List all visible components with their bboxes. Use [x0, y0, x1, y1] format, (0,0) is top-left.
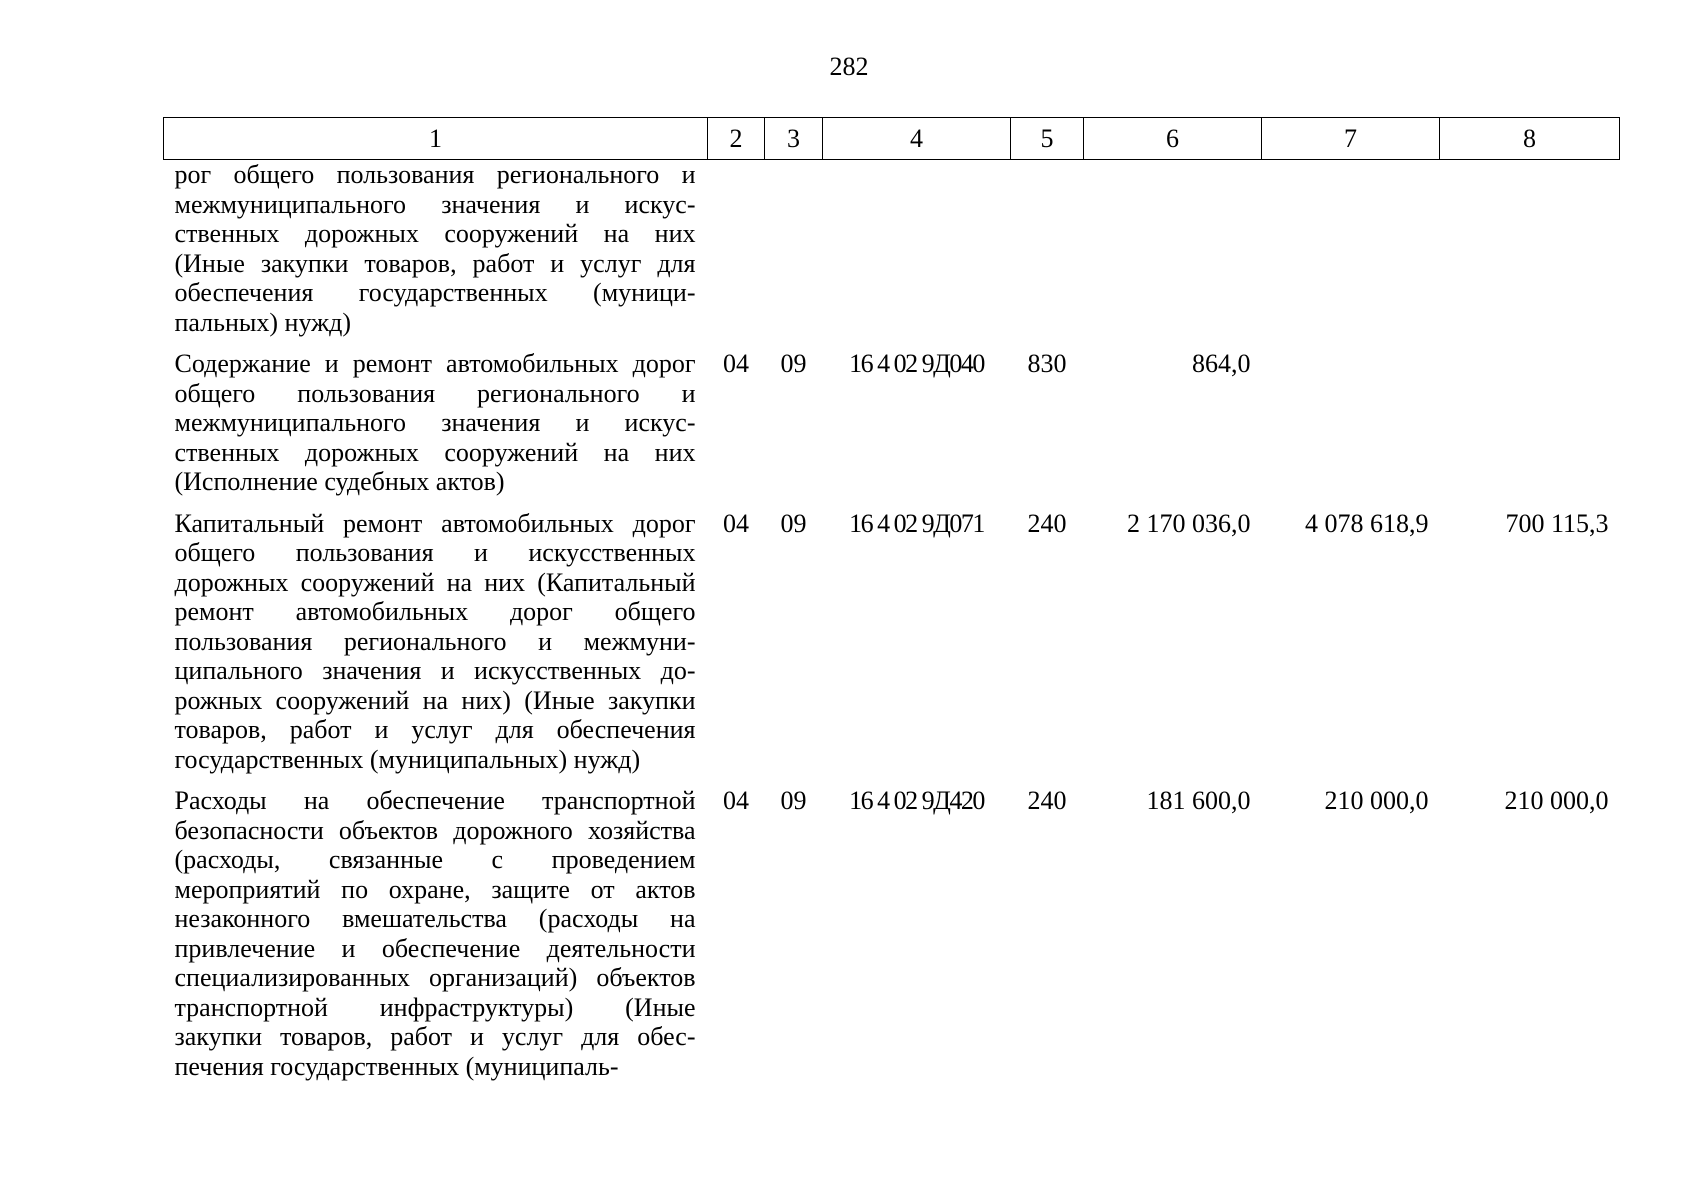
expense-type-code: 830: [1027, 349, 1067, 378]
table-row: [164, 349, 1620, 509]
section-code: 04: [723, 349, 749, 378]
column-header: 5: [1011, 118, 1084, 160]
amount-col-7: 4 078 618,9: [1305, 508, 1429, 538]
column-header: 6: [1084, 118, 1262, 160]
target-article-code: [823, 160, 1011, 350]
section-code: 04: [723, 508, 749, 538]
section-code: 04: [723, 786, 749, 815]
row-description: Содержание и ремонт автомобильных дорог общего пользования регионального и межмуниципального значения и искусственных дорожных сооружений на них (Исполнение судебных актов): [174, 349, 696, 496]
amount-col-6: 864,0: [1192, 349, 1251, 378]
subsection-code: 09: [780, 786, 807, 815]
amount-col-7: [1262, 349, 1440, 509]
table-header-row: [164, 118, 1620, 160]
column-header: 1: [164, 118, 708, 160]
row-description: Расходы на обеспечение транспортной безопасности объектов дорожного хозяйства (расходы, связанные с проведением мероприятий по охране, защите от актов незаконного вмешательства (расходы на привлечение и обеспечение деятельности специализированных организаций) объектов транспортной инфраструктуры) (Иные закупки товаров, работ и услуг для обеспечения государственных (муниципаль-: [174, 786, 696, 1081]
amount-col-6: 181 600,0: [1146, 786, 1251, 815]
expense-type-code: 240: [1027, 508, 1067, 538]
amount-col-8: 210 000,0: [1504, 786, 1609, 815]
column-header: 8: [1440, 118, 1620, 160]
row-description: Капитальный ремонт автомобильных дорог общего пользования и искусственных дорожных сооружений на них (Капитальный ремонт автомобильных дорог общего пользования регионального и межмуниципального значения и искусственных дорожных сооружений на них) (Иные закупки товаров, работ и услуг для обеспечения государственных (муниципальных) нужд): [174, 508, 696, 774]
target-article-code: 16 4 02 9Д420: [849, 786, 984, 815]
expense-type-code: [1011, 160, 1084, 350]
amount-col-8: 700 115,3: [1505, 508, 1609, 538]
column-header: 4: [823, 118, 1011, 160]
amount-col-8: [1440, 349, 1620, 509]
section-code: [708, 160, 765, 350]
amount-col-7: 210 000,0: [1324, 786, 1429, 815]
table-row: [164, 160, 1620, 350]
column-header: 3: [765, 118, 823, 160]
amount-col-8: [1440, 160, 1620, 350]
table-row: [164, 509, 1620, 787]
page-number: 282: [829, 52, 869, 81]
subsection-code: 09: [780, 349, 807, 378]
expense-type-code: 240: [1027, 786, 1067, 815]
amount-col-7: [1262, 160, 1440, 350]
subsection-code: [765, 160, 823, 350]
table-row: [164, 786, 1620, 1093]
budget-table: [163, 117, 1620, 1093]
amount-col-6: [1084, 160, 1262, 350]
column-header: 7: [1262, 118, 1440, 160]
row-description: рог общего пользования регионального и межмуниципального значения и искусственных дорожных сооружений на них (Иные закупки товаров, работ и услуг для обеспечения государственных (муниципальных) нужд): [174, 160, 696, 337]
subsection-code: 09: [780, 508, 807, 538]
target-article-code: 16 4 02 9Д071: [849, 508, 984, 538]
target-article-code: 16 4 02 9Д040: [849, 349, 984, 378]
column-header: 2: [708, 118, 765, 160]
amount-col-6: 2 170 036,0: [1127, 508, 1251, 538]
